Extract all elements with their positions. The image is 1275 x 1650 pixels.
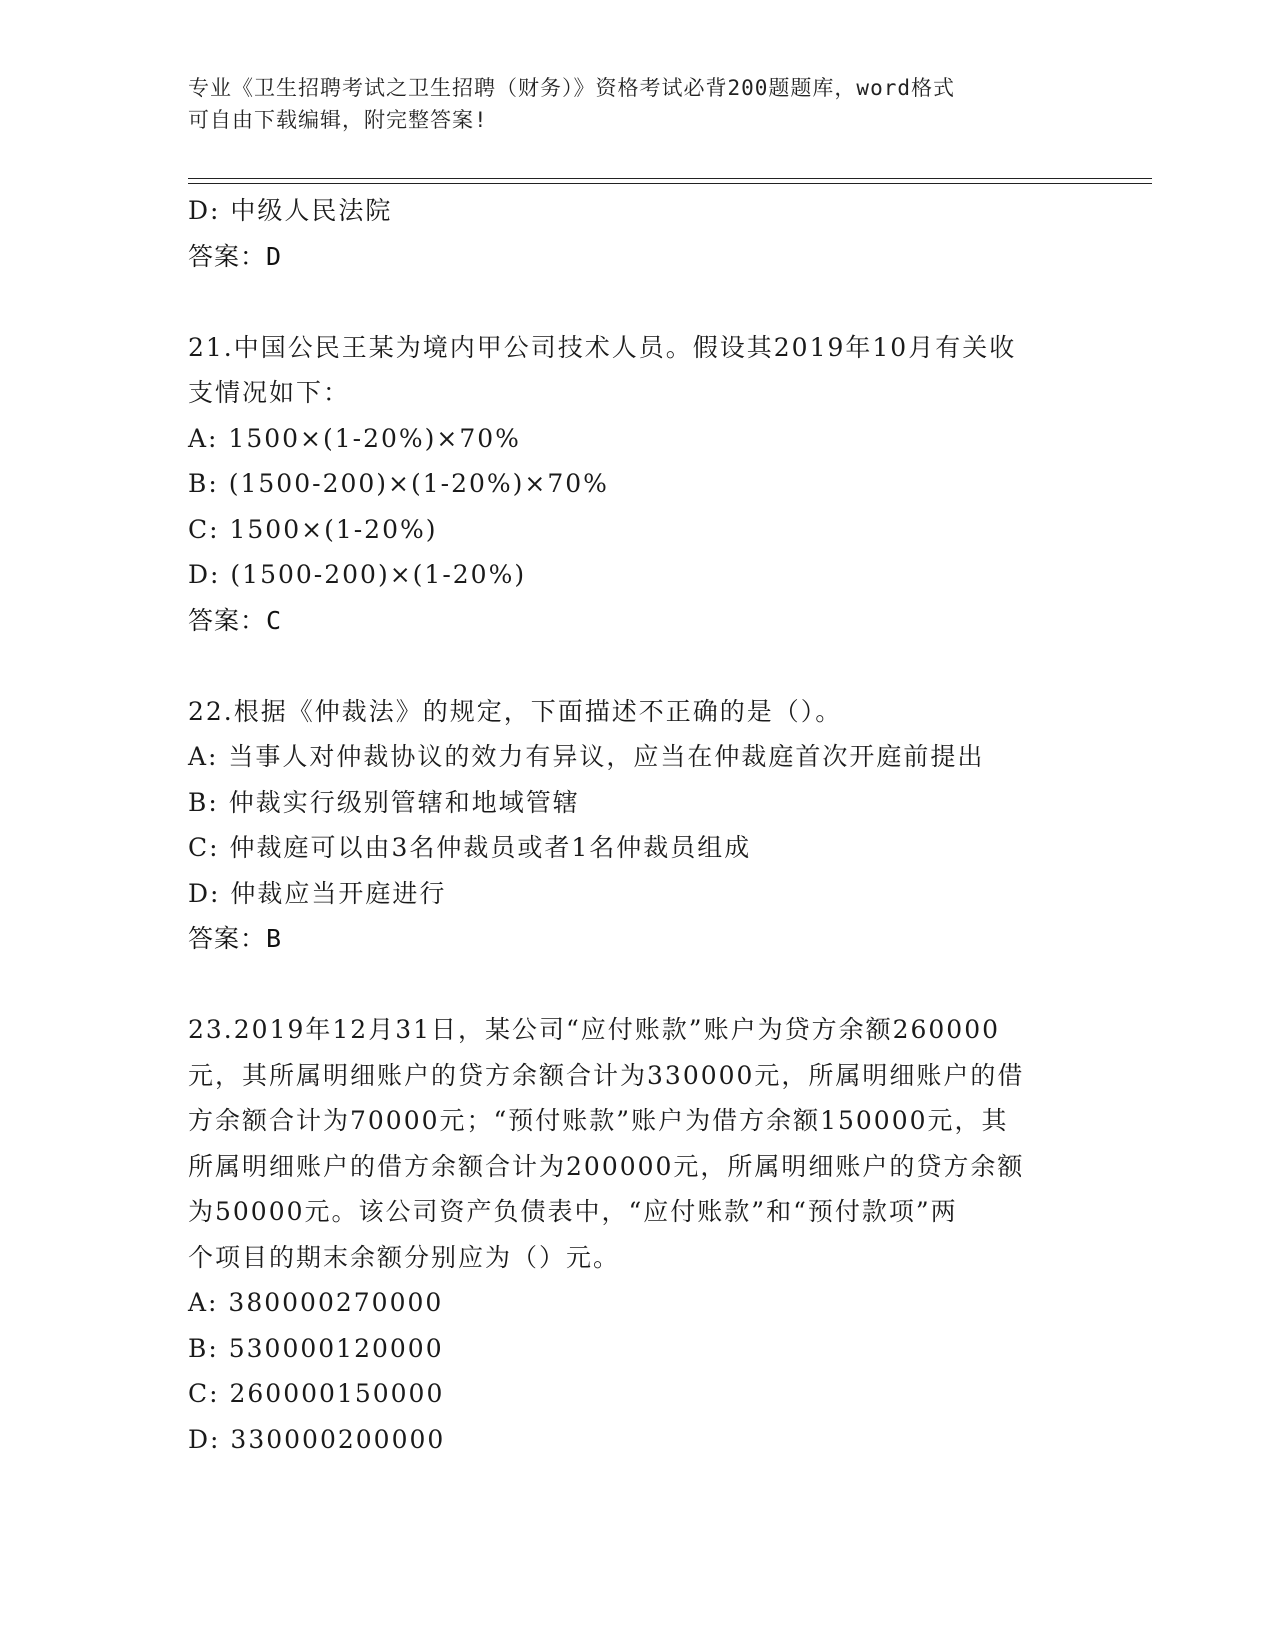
q23-stem-line-6: 个项目的期末余额分别应为（）元。 xyxy=(188,1242,621,1272)
q21-option-d: D: (1500-200)×(1-20%) xyxy=(188,560,527,589)
header-line-1: 专业《卫生招聘考试之卫生招聘（财务）》资格考试必背200题题库，word格式 xyxy=(188,76,955,100)
q21-option-c: C: 1500×(1-20%) xyxy=(188,514,438,544)
header-divider-top xyxy=(188,178,1152,179)
q23-stem-line-1: 23.2019年12月31日，某公司“应付账款”账户为贷方余额260000 xyxy=(188,1015,1001,1044)
question-content xyxy=(188,188,1108,1462)
q20-answer: 答案：D xyxy=(188,241,283,271)
header-divider-bottom xyxy=(188,183,1152,184)
spacer xyxy=(188,962,1108,1008)
q22-option-a: A: 当事人对仲裁协议的效力有异议，应当在仲裁庭首次开庭前提出 xyxy=(188,742,985,771)
q23-option-c: C: 260000150000 xyxy=(188,1379,445,1408)
q21-stem-line-1: 21.中国公民王某为境内甲公司技术人员。假设其2019年10月有关收 xyxy=(188,332,1017,362)
q23-option-a: A: 380000270000 xyxy=(188,1288,444,1317)
q22-option-b: B: 仲裁实行级别管辖和地域管辖 xyxy=(188,787,580,817)
q23-stem-line-3: 方余额合计为70000元；“预付账款”账户为借方余额150000元，其 xyxy=(188,1106,1009,1135)
spacer xyxy=(188,279,1108,325)
q21-option-b: B: (1500-200)×(1-20%)×70% xyxy=(188,469,609,498)
header-line-2: 可自由下载编辑，附完整答案! xyxy=(188,108,488,132)
spacer xyxy=(188,643,1108,689)
document-header xyxy=(188,72,1068,136)
q23-option-d: D: 330000200000 xyxy=(188,1424,446,1454)
q23-stem-line-2: 元，其所属明细账户的贷方余额合计为330000元，所属明细账户的借 xyxy=(188,1060,1025,1090)
q20-option-d: D: 中级人民法院 xyxy=(188,196,393,225)
q23-option-b: B: 530000120000 xyxy=(188,1333,444,1363)
q21-answer: 答案：C xyxy=(188,605,283,635)
q21-stem-line-2: 支情况如下： xyxy=(188,378,351,407)
q22-option-d: D: 仲裁应当开庭进行 xyxy=(188,878,447,908)
q23-stem-line-5: 为50000元。该公司资产负债表中，“应付账款”和“预付款项”两 xyxy=(188,1197,958,1226)
q22-stem-line-1: 22.根据《仲裁法》的规定，下面描述不正确的是（）。 xyxy=(188,696,843,726)
q22-answer: 答案：B xyxy=(188,924,283,953)
q23-stem-line-4: 所属明细账户的借方余额合计为200000元，所属明细账户的贷方余额 xyxy=(188,1151,1025,1181)
q21-option-a: A: 1500×(1-20%)×70% xyxy=(188,423,521,453)
q22-option-c: C: 仲裁庭可以由3名仲裁员或者1名仲裁员组成 xyxy=(188,833,752,862)
